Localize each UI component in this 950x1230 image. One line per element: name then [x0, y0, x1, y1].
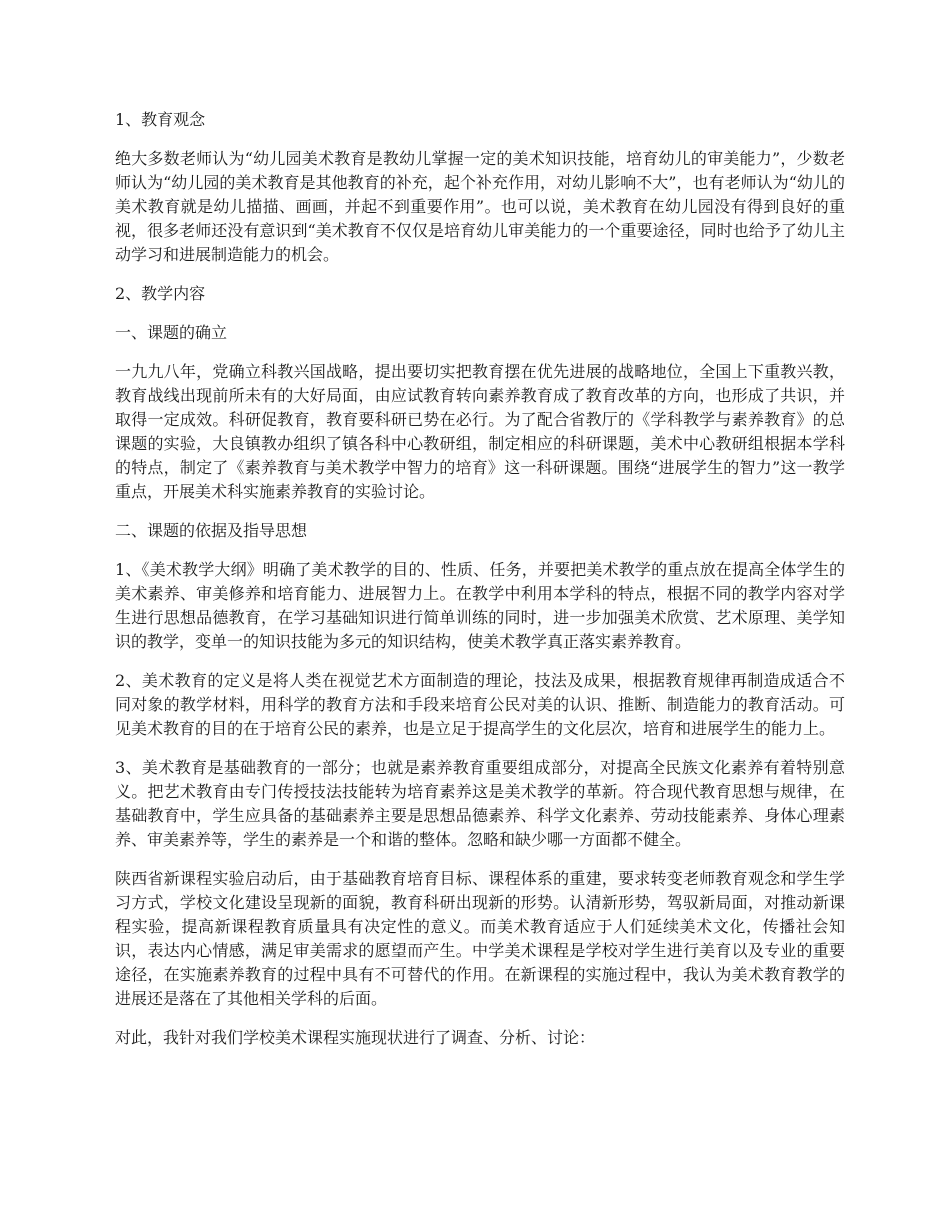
- heading-teaching-content: 2、教学内容: [115, 284, 206, 303]
- paragraph-topic-establishment: 一九九八年，党确立科教兴国战略，提出要切实把教育摆在优先进展的战略地位，全国上下重教兴教，教育战线出现前所未有的大好局面，由应试教育转向素养教育成了教育改革的方向，也形成了共识，并取得一定成效。科研促教育，教育要科研已势在必行。为了配合省教厅的《学科教学与素养教育》的总课题的实验，大良镇教办组织了镇各科中心教研组，制定相应的科研课题，美术中心教研组根据本学科的特点，制定了《素养教育与美术教学中智力的培育》这一科研课题。围绕“进展学生的智力”这一教学重点，开展美术科实施素养教育的实验讨论。: [115, 362, 845, 501]
- paragraph-shaanxi-curriculum: 陕西省新课程实验启动后，由于基础教育培育目标、课程体系的重建，要求转变老师教育观念和学生学习方式，学校文化建设呈现新的面貌，教育科研出现新的形势。认清新形势，驾驭新局面，对推动新课程实验，提高新课程教育质量具有决定性的意义。而美术教育适应于人们延续美术文化，传播社会知识，表达内心情感，满足审美需求的愿望而产生。中学美术课程是学校对学生进行美育以及专业的重要途径，在实施素养教育的过程中具有不可替代的作用。在新课程的实施过程中，我认为美术教育教学的进展还是落在了其他相关学科的后面。: [115, 869, 845, 1008]
- heading-topic-basis: 二、课题的依据及指导思想: [115, 521, 308, 540]
- paragraph-basis-1: 1、《美术教学大纲》明确了美术教学的目的、性质、任务，并要把美术教学的重点放在提高全体学生的美术素养、审美修养和培育能力、进展智力上。在教学中利用本学科的特点，根据不同的教学内容对学生进行思想品德教育，在学习基础知识进行简单训练的同时，进一步加强美术欣赏、艺术原理、美学知识的教学，变单一的知识技能为多元的知识结构，使美术教学真正落实素养教育。: [115, 560, 845, 651]
- paragraph-basis-3: 3、美术教育是基础教育的一部分；也就是素养教育重要组成部分，对提高全民族文化素养有着特别意义。把艺术教育由专门传授技法技能转为培育素养这是美术教学的革新。符合现代教育思想与规律，在基础教育中，学生应具备的基础素养主要是思想品德素养、科学文化素养、劳动技能素养、身体心理素养、审美素养等，学生的素养是一个和谐的整体。忽略和缺少哪一方面都不健全。: [115, 758, 845, 849]
- paragraph-education-concept: 绝大多数老师认为“幼儿园美术教育是教幼儿掌握一定的美术知识技能，培育幼儿的审美能力”，少数老师认为“幼儿园的美术教育是其他教育的补充，起个补充作用，对幼儿影响不大”，也有老师认为“幼儿的美术教育就是幼儿描描、画画，并起不到重要作用”。也可以说，美术教育在幼儿园没有得到良好的重视，很多老师还没有意识到“美术教育不仅仅是培育幼儿审美能力的一个重要途径，同时也给予了幼儿主动学习和进展制造能力的机会。: [115, 149, 845, 264]
- paragraph-survey-intro: 对此，我针对我们学校美术课程实施现状进行了调查、分析、讨论：: [115, 1028, 596, 1047]
- paragraph-basis-2: 2、美术教育的定义是将人类在视觉艺术方面制造的理论，技法及成果，根据教育规律再制造成适合不同对象的教学材料，用科学的教育方法和手段来培育公民对美的认识、推断、制造能力的教育活动。可见美术教育的目的在于培育公民的素养，也是立足于提高学生的文化层次，培育和进展学生的能力上。: [115, 671, 845, 738]
- document-body: [115, 108, 845, 1065]
- heading-education-concept: 1、教育观念: [115, 110, 206, 129]
- heading-topic-establishment: 一、课题的确立: [115, 323, 228, 342]
